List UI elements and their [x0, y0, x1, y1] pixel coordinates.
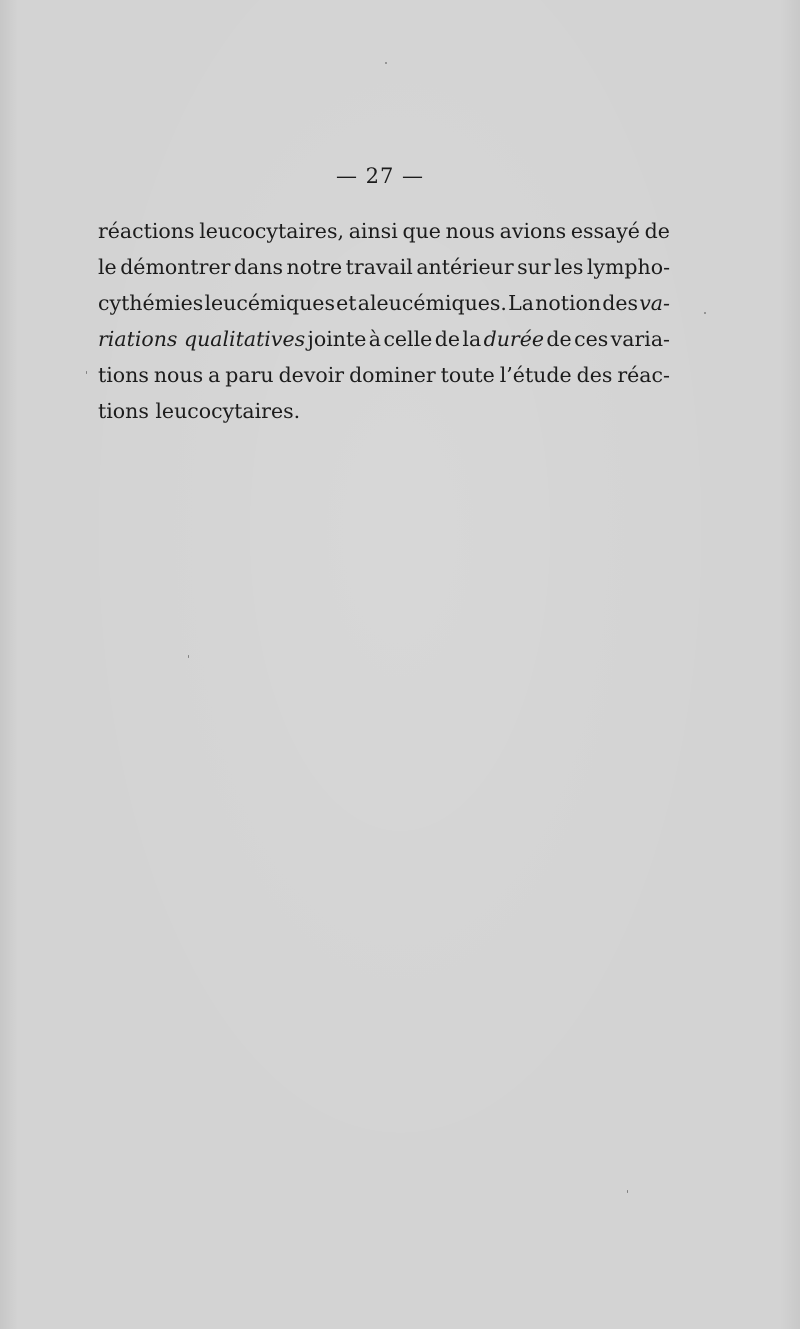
text-line-4 — [98, 321, 670, 357]
text-line-1 — [98, 213, 670, 249]
word: essayé — [570, 219, 640, 243]
scan-speck — [188, 655, 189, 658]
word: l’étude — [499, 363, 572, 387]
word: varia- — [610, 327, 670, 351]
italic-word: durée — [483, 327, 544, 351]
word: notre — [286, 255, 343, 279]
word: la — [462, 327, 482, 351]
scan-speck — [627, 1190, 628, 1193]
word: avions — [499, 219, 567, 243]
word: cythémies — [98, 291, 204, 315]
word: réactions — [98, 219, 195, 243]
word: des — [576, 363, 613, 387]
word: des — [602, 291, 639, 315]
word: de — [546, 327, 572, 351]
scan-speck — [385, 62, 387, 64]
italic-word: va- — [639, 291, 670, 315]
text-line-5 — [98, 357, 670, 393]
word: sur — [517, 255, 551, 279]
word: celle — [383, 327, 433, 351]
word: de — [644, 219, 670, 243]
word: nous — [445, 219, 495, 243]
word: démontrer — [120, 255, 231, 279]
word: dominer — [349, 363, 436, 387]
italic-phrase: riations qualitatives — [98, 327, 306, 351]
word: devoir — [278, 363, 345, 387]
word: tions leucocytaires. — [98, 399, 301, 423]
word: lympho- — [586, 255, 670, 279]
word: La — [508, 291, 534, 315]
word: à — [368, 327, 382, 351]
word: paru — [225, 363, 274, 387]
scan-speck — [704, 312, 706, 314]
word: les — [554, 255, 584, 279]
word: réac- — [617, 363, 670, 387]
text-line-2 — [98, 249, 670, 285]
word: nous — [153, 363, 204, 387]
word: travail — [345, 255, 413, 279]
text-line-3 — [98, 285, 670, 321]
word: leucocytaires, — [199, 219, 344, 243]
word: leucémiques — [204, 291, 335, 315]
word: antérieur — [416, 255, 514, 279]
word: et — [336, 291, 357, 315]
word: aleucémiques. — [357, 291, 507, 315]
word: ces — [574, 327, 609, 351]
word: notion — [535, 291, 602, 315]
word: toute — [440, 363, 495, 387]
word: dans — [233, 255, 283, 279]
text-line-6 — [98, 393, 670, 429]
body-paragraph — [98, 213, 670, 429]
word: de — [434, 327, 460, 351]
word: a — [208, 363, 221, 387]
word: jointe — [307, 327, 367, 351]
word: le — [98, 255, 117, 279]
word: que — [402, 219, 441, 243]
page-number: — 27 — — [335, 164, 425, 188]
scan-speck — [86, 371, 87, 374]
word: ainsi — [348, 219, 398, 243]
word: tions — [98, 363, 149, 387]
